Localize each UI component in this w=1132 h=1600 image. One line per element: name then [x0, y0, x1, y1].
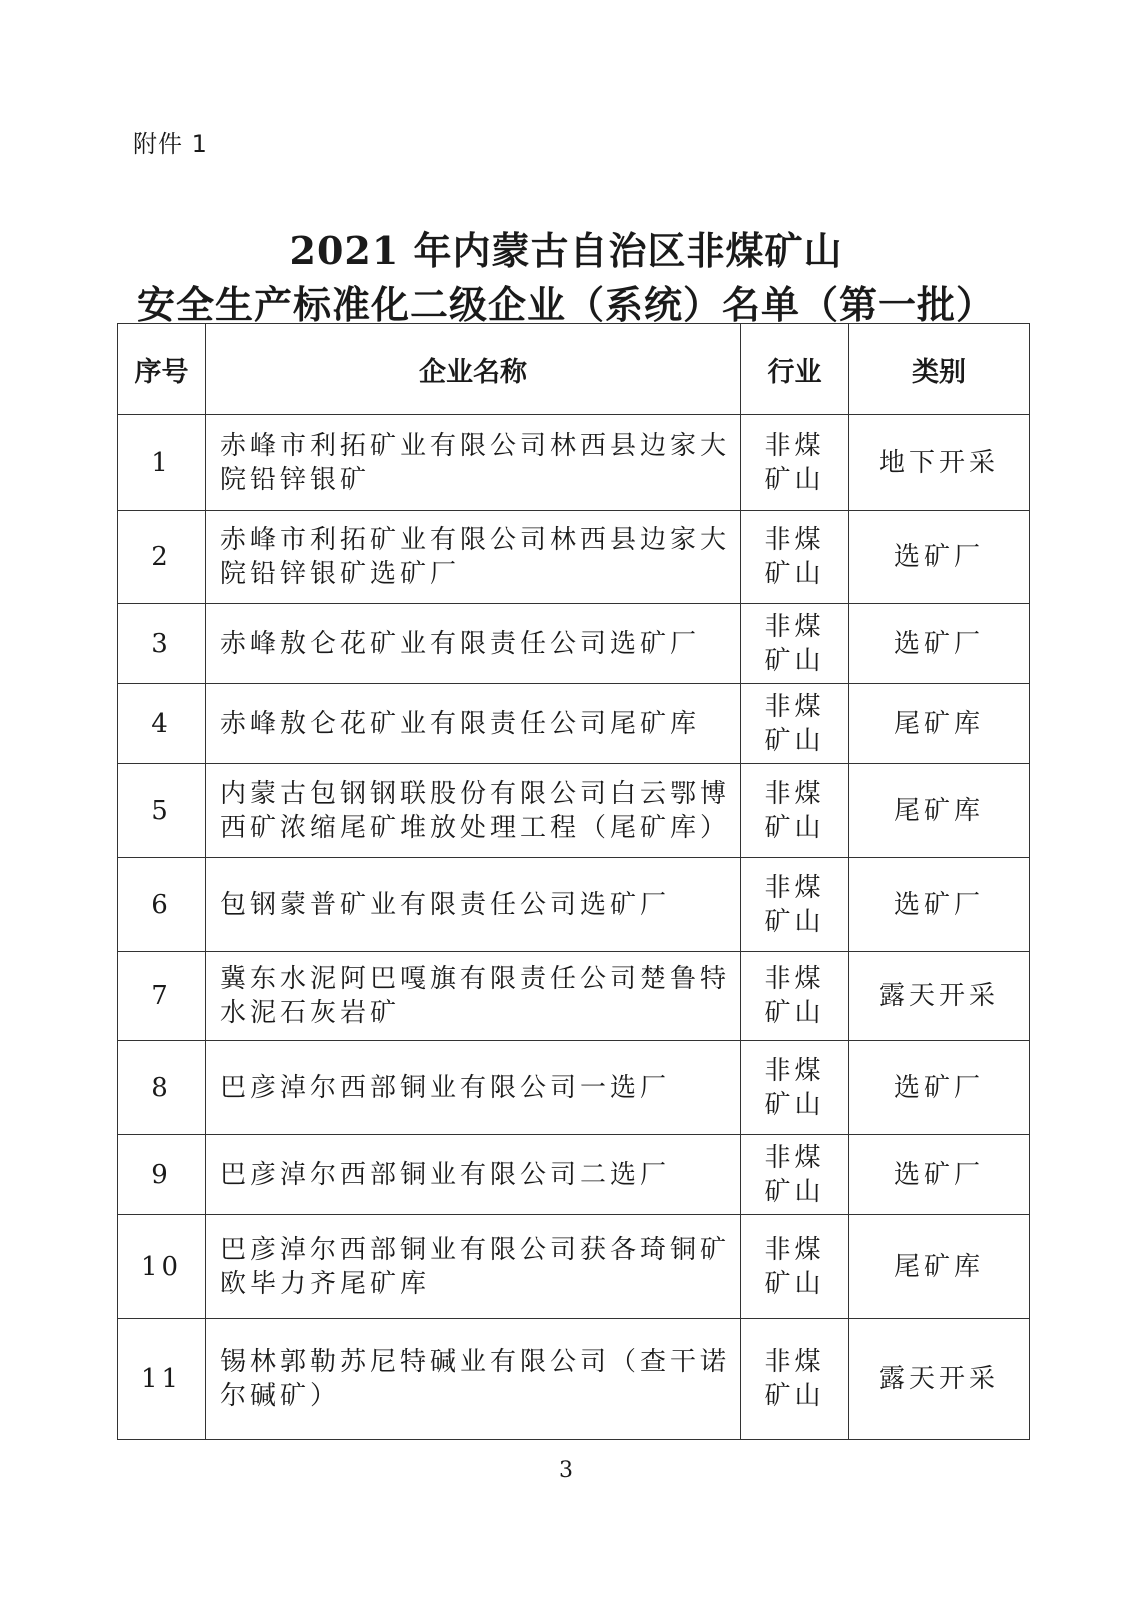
row-enterprise-name: 内蒙古包钢钢联股份有限公司白云鄂博西矿浓缩尾矿堆放处理工程（尾矿库） — [206, 764, 741, 858]
row-enterprise-name: 赤峰敖仑花矿业有限责任公司选矿厂 — [206, 604, 741, 684]
row-enterprise-name: 巴彦淖尔西部铜业有限公司获各琦铜矿欧毕力齐尾矿库 — [206, 1215, 741, 1319]
row-industry: 非煤 矿山 — [741, 1319, 849, 1440]
row-industry: 非煤 矿山 — [741, 858, 849, 952]
row-category: 地下开采 — [849, 415, 1030, 511]
row-seq: 6 — [118, 858, 206, 952]
table-row — [118, 1135, 1030, 1215]
header-industry: 行业 — [741, 324, 849, 415]
row-category: 尾矿库 — [849, 1215, 1030, 1319]
row-category: 露天开采 — [849, 952, 1030, 1041]
row-category: 选矿厂 — [849, 604, 1030, 684]
row-industry: 非煤 矿山 — [741, 604, 849, 684]
row-industry: 非煤 矿山 — [741, 952, 849, 1041]
row-enterprise-name: 巴彦淖尔西部铜业有限公司二选厂 — [206, 1135, 741, 1215]
row-industry: 非煤 矿山 — [741, 684, 849, 764]
header-category: 类别 — [849, 324, 1030, 415]
row-industry: 非煤 矿山 — [741, 1215, 849, 1319]
row-enterprise-name: 巴彦淖尔西部铜业有限公司一选厂 — [206, 1041, 741, 1135]
row-seq: 4 — [118, 684, 206, 764]
row-seq: 7 — [118, 952, 206, 1041]
row-industry: 非煤 矿山 — [741, 1041, 849, 1135]
row-seq: 9 — [118, 1135, 206, 1215]
row-category: 尾矿库 — [849, 764, 1030, 858]
header-seq: 序号 — [118, 324, 206, 415]
row-seq: 3 — [118, 604, 206, 684]
enterprise-list-table — [117, 323, 1030, 1440]
row-category: 选矿厂 — [849, 858, 1030, 952]
document-title-line-2: 安全生产标准化二级企业（系统）名单（第一批） — [136, 282, 995, 327]
table-row — [118, 1041, 1030, 1135]
row-category: 选矿厂 — [849, 511, 1030, 604]
row-industry: 非煤 矿山 — [741, 511, 849, 604]
table-row — [118, 415, 1030, 511]
table-row — [118, 511, 1030, 604]
row-enterprise-name: 冀东水泥阿巴嘎旗有限责任公司楚鲁特水泥石灰岩矿 — [206, 952, 741, 1041]
row-seq: 5 — [118, 764, 206, 858]
row-seq: 1 — [118, 415, 206, 511]
table-row — [118, 604, 1030, 684]
header-enterprise-name: 企业名称 — [206, 324, 741, 415]
table-row — [118, 1215, 1030, 1319]
table-row — [118, 684, 1030, 764]
row-enterprise-name: 赤峰市利拓矿业有限公司林西县边家大院铅锌银矿选矿厂 — [206, 511, 741, 604]
attachment-label: 附件 1 — [133, 130, 208, 158]
row-seq: 10 — [118, 1215, 206, 1319]
row-enterprise-name: 包钢蒙普矿业有限责任公司选矿厂 — [206, 858, 741, 952]
row-seq: 2 — [118, 511, 206, 604]
row-seq: 11 — [118, 1319, 206, 1440]
table-row — [118, 764, 1030, 858]
row-industry: 非煤 矿山 — [741, 415, 849, 511]
row-category: 选矿厂 — [849, 1135, 1030, 1215]
row-industry: 非煤 矿山 — [741, 764, 849, 858]
row-category: 选矿厂 — [849, 1041, 1030, 1135]
row-seq: 8 — [118, 1041, 206, 1135]
row-category: 尾矿库 — [849, 684, 1030, 764]
table-row — [118, 1319, 1030, 1440]
row-enterprise-name: 赤峰市利拓矿业有限公司林西县边家大院铅锌银矿 — [206, 415, 741, 511]
page-number: 3 — [559, 1458, 573, 1483]
row-industry: 非煤 矿山 — [741, 1135, 849, 1215]
row-enterprise-name: 赤峰敖仑花矿业有限责任公司尾矿库 — [206, 684, 741, 764]
document-title-line-1: 2021 年内蒙古自治区非煤矿山 — [289, 228, 843, 273]
row-category: 露天开采 — [849, 1319, 1030, 1440]
table-header-row — [118, 324, 1030, 415]
table-row — [118, 858, 1030, 952]
row-enterprise-name: 锡林郭勒苏尼特碱业有限公司（查干诺尔碱矿） — [206, 1319, 741, 1440]
table-row — [118, 952, 1030, 1041]
